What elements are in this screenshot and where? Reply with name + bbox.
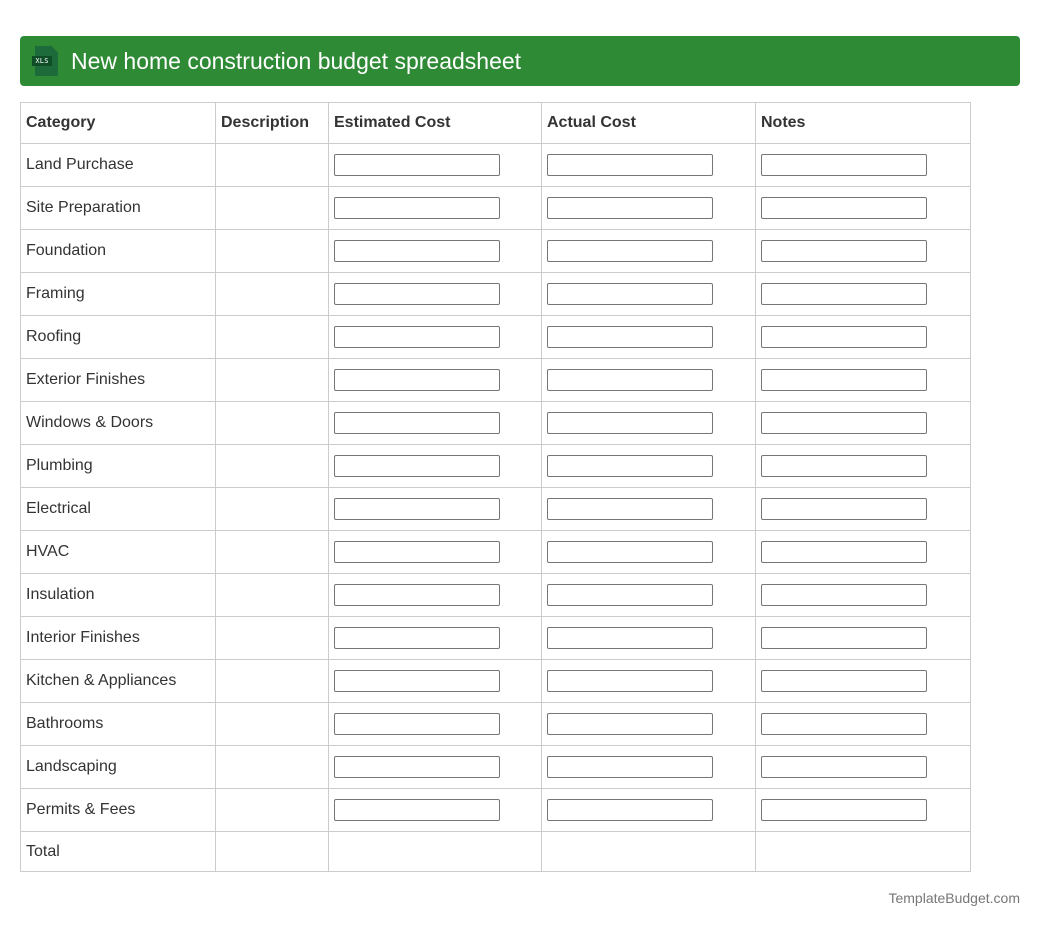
description-cell — [216, 746, 329, 789]
estimated-cost-input[interactable] — [334, 670, 500, 692]
actual-cost-input[interactable] — [547, 756, 713, 778]
notes-input[interactable] — [761, 498, 927, 520]
notes-cell — [756, 445, 971, 488]
column-header-actual-cost: Actual Cost — [542, 103, 756, 144]
table-row — [21, 703, 971, 746]
actual-cost-cell — [542, 574, 756, 617]
estimated-cost-input[interactable] — [334, 326, 500, 348]
actual-cost-cell — [542, 187, 756, 230]
table-row — [21, 273, 971, 316]
actual-cost-input[interactable] — [547, 670, 713, 692]
actual-cost-input[interactable] — [547, 627, 713, 649]
description-cell — [216, 531, 329, 574]
column-header-estimated-cost: Estimated Cost — [329, 103, 542, 144]
notes-input[interactable] — [761, 240, 927, 262]
estimated-cost-cell — [329, 402, 542, 445]
description-cell — [216, 789, 329, 832]
actual-cost-cell — [542, 445, 756, 488]
estimated-cost-cell — [329, 187, 542, 230]
actual-cost-cell — [542, 746, 756, 789]
estimated-cost-input[interactable] — [334, 369, 500, 391]
description-cell — [216, 359, 329, 402]
total-notes — [756, 832, 971, 872]
estimated-cost-input[interactable] — [334, 799, 500, 821]
budget-table — [20, 102, 971, 872]
table-row — [21, 187, 971, 230]
description-cell — [216, 187, 329, 230]
category-cell: Interior Finishes — [21, 617, 216, 660]
notes-cell — [756, 746, 971, 789]
table-header-row — [21, 103, 971, 144]
actual-cost-input[interactable] — [547, 455, 713, 477]
total-description — [216, 832, 329, 872]
actual-cost-input[interactable] — [547, 541, 713, 563]
estimated-cost-cell — [329, 144, 542, 187]
notes-cell — [756, 187, 971, 230]
estimated-cost-cell — [329, 746, 542, 789]
actual-cost-cell — [542, 144, 756, 187]
table-row — [21, 230, 971, 273]
notes-input[interactable] — [761, 756, 927, 778]
estimated-cost-cell — [329, 574, 542, 617]
estimated-cost-input[interactable] — [334, 584, 500, 606]
notes-cell — [756, 273, 971, 316]
estimated-cost-cell — [329, 488, 542, 531]
xls-label: XLS — [32, 56, 52, 66]
notes-input[interactable] — [761, 541, 927, 563]
total-actual-cost — [542, 832, 756, 872]
notes-input[interactable] — [761, 154, 927, 176]
estimated-cost-cell — [329, 445, 542, 488]
description-cell — [216, 144, 329, 187]
estimated-cost-cell — [329, 273, 542, 316]
actual-cost-input[interactable] — [547, 713, 713, 735]
actual-cost-input[interactable] — [547, 154, 713, 176]
category-cell: Landscaping — [21, 746, 216, 789]
estimated-cost-input[interactable] — [334, 455, 500, 477]
xls-file-icon — [32, 46, 58, 76]
notes-input[interactable] — [761, 412, 927, 434]
description-cell — [216, 703, 329, 746]
notes-cell — [756, 574, 971, 617]
actual-cost-input[interactable] — [547, 412, 713, 434]
estimated-cost-input[interactable] — [334, 541, 500, 563]
table-row — [21, 660, 971, 703]
templatebudget-link[interactable]: TemplateBudget.com — [888, 890, 1020, 906]
category-cell: Kitchen & Appliances — [21, 660, 216, 703]
actual-cost-cell — [542, 660, 756, 703]
notes-input[interactable] — [761, 197, 927, 219]
total-label: Total — [21, 832, 216, 872]
total-estimated-cost — [329, 832, 542, 872]
estimated-cost-cell — [329, 789, 542, 832]
actual-cost-cell — [542, 488, 756, 531]
description-cell — [216, 445, 329, 488]
column-header-category: Category — [21, 103, 216, 144]
estimated-cost-input[interactable] — [334, 197, 500, 219]
category-cell: Roofing — [21, 316, 216, 359]
column-header-notes: Notes — [756, 103, 971, 144]
table-row — [21, 531, 971, 574]
estimated-cost-cell — [329, 703, 542, 746]
estimated-cost-cell — [329, 359, 542, 402]
notes-input[interactable] — [761, 369, 927, 391]
notes-cell — [756, 402, 971, 445]
description-cell — [216, 402, 329, 445]
actual-cost-cell — [542, 789, 756, 832]
notes-cell — [756, 230, 971, 273]
actual-cost-input[interactable] — [547, 240, 713, 262]
notes-input[interactable] — [761, 713, 927, 735]
description-cell — [216, 273, 329, 316]
actual-cost-input[interactable] — [547, 283, 713, 305]
actual-cost-cell — [542, 402, 756, 445]
description-cell — [216, 574, 329, 617]
notes-cell — [756, 316, 971, 359]
description-cell — [216, 488, 329, 531]
actual-cost-cell — [542, 617, 756, 660]
actual-cost-input[interactable] — [547, 369, 713, 391]
category-cell: Framing — [21, 273, 216, 316]
table-row — [21, 144, 971, 187]
estimated-cost-cell — [329, 617, 542, 660]
table-row — [21, 617, 971, 660]
estimated-cost-cell — [329, 531, 542, 574]
category-cell: Windows & Doors — [21, 402, 216, 445]
estimated-cost-input[interactable] — [334, 283, 500, 305]
table-row — [21, 789, 971, 832]
total-row — [21, 832, 971, 872]
actual-cost-cell — [542, 230, 756, 273]
page-title: New home construction budget spreadsheet — [71, 47, 522, 74]
category-cell: Site Preparation — [21, 187, 216, 230]
notes-cell — [756, 144, 971, 187]
estimated-cost-cell — [329, 230, 542, 273]
category-cell: Foundation — [21, 230, 216, 273]
description-cell — [216, 230, 329, 273]
actual-cost-input[interactable] — [547, 799, 713, 821]
table-row — [21, 316, 971, 359]
notes-cell — [756, 488, 971, 531]
category-cell: Electrical — [21, 488, 216, 531]
estimated-cost-input[interactable] — [334, 713, 500, 735]
notes-cell — [756, 531, 971, 574]
table-row — [21, 746, 971, 789]
estimated-cost-input[interactable] — [334, 627, 500, 649]
table-row — [21, 488, 971, 531]
notes-cell — [756, 359, 971, 402]
notes-cell — [756, 789, 971, 832]
estimated-cost-input[interactable] — [334, 498, 500, 520]
notes-input[interactable] — [761, 455, 927, 477]
table-row — [21, 402, 971, 445]
actual-cost-input[interactable] — [547, 498, 713, 520]
actual-cost-input[interactable] — [547, 584, 713, 606]
category-cell: Plumbing — [21, 445, 216, 488]
actual-cost-cell — [542, 273, 756, 316]
actual-cost-input[interactable] — [547, 197, 713, 219]
category-cell: Permits & Fees — [21, 789, 216, 832]
actual-cost-input[interactable] — [547, 326, 713, 348]
column-header-description: Description — [216, 103, 329, 144]
notes-input[interactable] — [761, 670, 927, 692]
notes-input[interactable] — [761, 627, 927, 649]
actual-cost-cell — [542, 531, 756, 574]
notes-input[interactable] — [761, 799, 927, 821]
table-row — [21, 359, 971, 402]
category-cell: HVAC — [21, 531, 216, 574]
notes-cell — [756, 703, 971, 746]
estimated-cost-cell — [329, 316, 542, 359]
table-row — [21, 574, 971, 617]
estimated-cost-cell — [329, 660, 542, 703]
notes-input[interactable] — [761, 326, 927, 348]
description-cell — [216, 617, 329, 660]
category-cell: Exterior Finishes — [21, 359, 216, 402]
notes-cell — [756, 617, 971, 660]
notes-input[interactable] — [761, 283, 927, 305]
category-cell: Insulation — [21, 574, 216, 617]
actual-cost-cell — [542, 359, 756, 402]
category-cell: Bathrooms — [21, 703, 216, 746]
estimated-cost-input[interactable] — [334, 412, 500, 434]
notes-cell — [756, 660, 971, 703]
actual-cost-cell — [542, 703, 756, 746]
table-row — [21, 445, 971, 488]
table-body — [21, 144, 971, 832]
actual-cost-cell — [542, 316, 756, 359]
estimated-cost-input[interactable] — [334, 240, 500, 262]
description-cell — [216, 316, 329, 359]
category-cell: Land Purchase — [21, 144, 216, 187]
estimated-cost-input[interactable] — [334, 154, 500, 176]
title-banner — [20, 36, 1020, 86]
notes-input[interactable] — [761, 584, 927, 606]
estimated-cost-input[interactable] — [334, 756, 500, 778]
description-cell — [216, 660, 329, 703]
